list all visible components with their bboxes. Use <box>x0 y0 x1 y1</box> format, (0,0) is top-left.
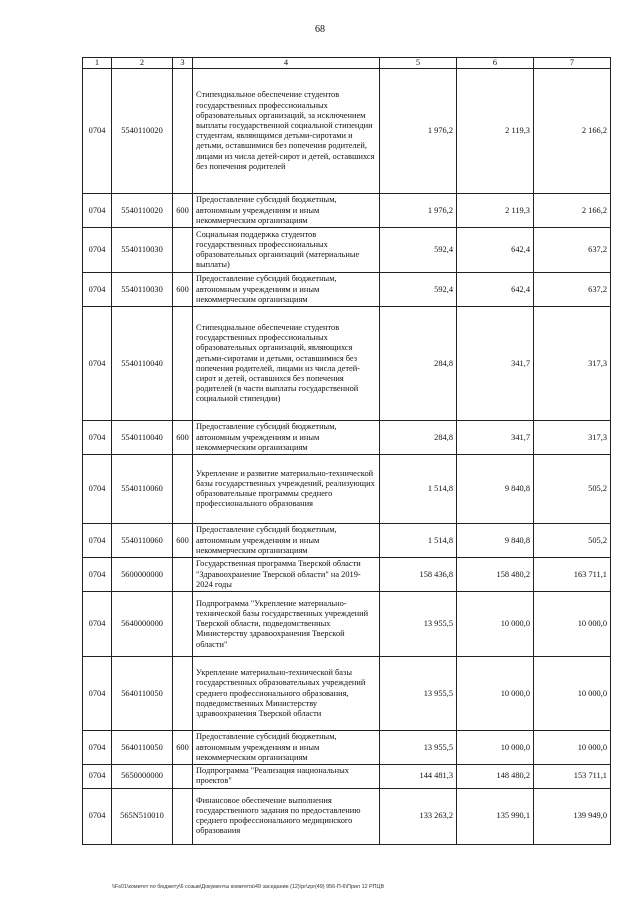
row-section-code: 0704 <box>83 731 112 765</box>
table-row <box>83 69 611 194</box>
row-value-1: 133 263,2 <box>380 788 457 844</box>
row-section-code: 0704 <box>83 228 112 273</box>
row-value-1: 1 976,2 <box>380 194 457 228</box>
row-value-2: 10 000,0 <box>457 657 534 731</box>
row-article-code: 5540110030 <box>112 228 173 273</box>
row-value-1: 284,8 <box>380 307 457 421</box>
table-row <box>83 592 611 657</box>
row-expense-type: 600 <box>173 273 193 307</box>
row-value-2: 642,4 <box>457 273 534 307</box>
row-value-1: 13 955,5 <box>380 592 457 657</box>
row-value-3: 637,2 <box>534 228 611 273</box>
row-section-code: 0704 <box>83 194 112 228</box>
row-value-2: 158 480,2 <box>457 558 534 592</box>
budget-table <box>82 57 611 845</box>
row-expense-type <box>173 228 193 273</box>
row-value-3: 637,2 <box>534 273 611 307</box>
table-row <box>83 194 611 228</box>
row-section-code: 0704 <box>83 455 112 524</box>
row-article-code: 5640000000 <box>112 592 173 657</box>
row-value-2: 2 119,3 <box>457 194 534 228</box>
table-row <box>83 731 611 765</box>
table-row <box>83 788 611 844</box>
row-expense-type: 600 <box>173 194 193 228</box>
row-value-2: 642,4 <box>457 228 534 273</box>
row-section-code: 0704 <box>83 558 112 592</box>
row-value-3: 139 949,0 <box>534 788 611 844</box>
row-expense-type <box>173 455 193 524</box>
col-header-value-3: 7 <box>534 58 611 69</box>
table-row <box>83 273 611 307</box>
row-value-3: 2 166,2 <box>534 194 611 228</box>
row-expense-type: 600 <box>173 731 193 765</box>
row-value-1: 1 514,8 <box>380 524 457 558</box>
row-name: Предоставление субсидий бюджетным, автономным учреждениям и иным некоммерческим организациям <box>193 524 380 558</box>
row-name: Финансовое обеспечение выполнения государственного задания по предоставлению среднего профессионального медицинского образования <box>193 788 380 844</box>
row-value-2: 10 000,0 <box>457 592 534 657</box>
row-value-3: 2 166,2 <box>534 69 611 194</box>
row-name: Предоставление субсидий бюджетным, автономным учреждениям и иным некоммерческим организациям <box>193 731 380 765</box>
col-header-article: 2 <box>112 58 173 69</box>
row-name: Стипендиальное обеспечение студентов государственных профессиональных образовательных организаций, за исключением выплаты государственной социальной стипендии студентам, являющимся детьми-сиротами и детьми, оставшимися без попечения родителей, лицами из числа детей-сирот и детей, оставшихся без попечения родителей <box>193 69 380 194</box>
row-section-code: 0704 <box>83 592 112 657</box>
row-name: Подпрограмма "Укрепление материально-технической базы государственных учреждений Тверской области, подведомственных Министерству здравоохранения Тверской области" <box>193 592 380 657</box>
col-header-name: 4 <box>193 58 380 69</box>
table-row <box>83 524 611 558</box>
row-value-1: 284,8 <box>380 421 457 455</box>
row-expense-type <box>173 788 193 844</box>
row-article-code: 5540110020 <box>112 194 173 228</box>
table-row <box>83 558 611 592</box>
col-header-section: 1 <box>83 58 112 69</box>
row-value-1: 158 436,8 <box>380 558 457 592</box>
row-section-code: 0704 <box>83 765 112 788</box>
table-row <box>83 228 611 273</box>
row-name: Социальная поддержка студентов государственных профессиональных образовательных организаций (материальные выплаты) <box>193 228 380 273</box>
row-value-1: 592,4 <box>380 273 457 307</box>
page-number: 68 <box>315 24 325 35</box>
row-value-1: 13 955,5 <box>380 731 457 765</box>
row-value-1: 1 514,8 <box>380 455 457 524</box>
row-expense-type: 600 <box>173 421 193 455</box>
row-expense-type <box>173 558 193 592</box>
row-expense-type <box>173 307 193 421</box>
row-expense-type: 600 <box>173 524 193 558</box>
table-row <box>83 765 611 788</box>
row-article-code: 5540110060 <box>112 524 173 558</box>
row-article-code: 5640110050 <box>112 657 173 731</box>
row-section-code: 0704 <box>83 657 112 731</box>
row-name: Укрепление материально-технической базы государственных образовательных учреждений среднего профессионального образования, подведомственных Министерству здравоохранения Тверской области <box>193 657 380 731</box>
row-section-code: 0704 <box>83 307 112 421</box>
table-row <box>83 307 611 421</box>
row-article-code: 5540110060 <box>112 455 173 524</box>
row-section-code: 0704 <box>83 788 112 844</box>
row-article-code: 5540110040 <box>112 307 173 421</box>
row-section-code: 0704 <box>83 524 112 558</box>
row-value-3: 153 711,1 <box>534 765 611 788</box>
row-value-3: 10 000,0 <box>534 731 611 765</box>
col-header-value-2: 6 <box>457 58 534 69</box>
row-article-code: 5640110050 <box>112 731 173 765</box>
row-value-3: 505,2 <box>534 455 611 524</box>
row-value-3: 10 000,0 <box>534 592 611 657</box>
row-value-3: 163 711,1 <box>534 558 611 592</box>
row-value-2: 148 480,2 <box>457 765 534 788</box>
row-expense-type <box>173 69 193 194</box>
table-row <box>83 455 611 524</box>
row-section-code: 0704 <box>83 421 112 455</box>
row-value-1: 592,4 <box>380 228 457 273</box>
row-expense-type <box>173 765 193 788</box>
footer-file-path: \\Fs01\комитет по бюджету\6 созыв\Документы комитета\49 заседание (12)\pr\zpr(49) 956-П-6\Прил 12 РПЦВ <box>112 884 385 890</box>
row-value-2: 341,7 <box>457 421 534 455</box>
row-section-code: 0704 <box>83 69 112 194</box>
row-expense-type <box>173 592 193 657</box>
row-article-code: 5650000000 <box>112 765 173 788</box>
row-value-2: 341,7 <box>457 307 534 421</box>
row-value-1: 1 976,2 <box>380 69 457 194</box>
row-value-2: 135 990,1 <box>457 788 534 844</box>
row-value-2: 10 000,0 <box>457 731 534 765</box>
row-article-code: 5540110020 <box>112 69 173 194</box>
row-value-2: 9 840,8 <box>457 455 534 524</box>
row-name: Укрепление и развитие материально-технической базы государственных учреждений, реализующих образовательные программы среднего профессионального образования <box>193 455 380 524</box>
row-name: Подпрограмма "Реализация национальных проектов" <box>193 765 380 788</box>
row-name: Государственная программа Тверской области "Здравоохранение Тверской области" на 2019-2024 годы <box>193 558 380 592</box>
row-name: Предоставление субсидий бюджетным, автономным учреждениям и иным некоммерческим организациям <box>193 273 380 307</box>
row-value-2: 2 119,3 <box>457 69 534 194</box>
row-name: Предоставление субсидий бюджетным, автономным учреждениям и иным некоммерческим организациям <box>193 421 380 455</box>
row-value-3: 317,3 <box>534 421 611 455</box>
row-article-code: 5600000000 <box>112 558 173 592</box>
row-article-code: 5540110040 <box>112 421 173 455</box>
row-name: Стипендиальное обеспечение студентов государственных профессиональных образовательных организаций, являющихся детьми-сиротами и детьми, оставшимися без попечения родителей, лицами из числа детей-сирот и детей, оставшихся без попечения родителей (в части выплаты государственной социальной стипендии) <box>193 307 380 421</box>
col-header-value-1: 5 <box>380 58 457 69</box>
col-header-type: 3 <box>173 58 193 69</box>
table-row <box>83 657 611 731</box>
row-value-3: 317,3 <box>534 307 611 421</box>
row-value-3: 505,2 <box>534 524 611 558</box>
row-value-1: 13 955,5 <box>380 657 457 731</box>
row-value-1: 144 481,3 <box>380 765 457 788</box>
row-expense-type <box>173 657 193 731</box>
row-name: Предоставление субсидий бюджетным, автономным учреждениям и иным некоммерческим организациям <box>193 194 380 228</box>
table-header-row <box>83 58 611 69</box>
row-value-2: 9 840,8 <box>457 524 534 558</box>
row-section-code: 0704 <box>83 273 112 307</box>
row-value-3: 10 000,0 <box>534 657 611 731</box>
row-article-code: 565N510010 <box>112 788 173 844</box>
row-article-code: 5540110030 <box>112 273 173 307</box>
table-row <box>83 421 611 455</box>
